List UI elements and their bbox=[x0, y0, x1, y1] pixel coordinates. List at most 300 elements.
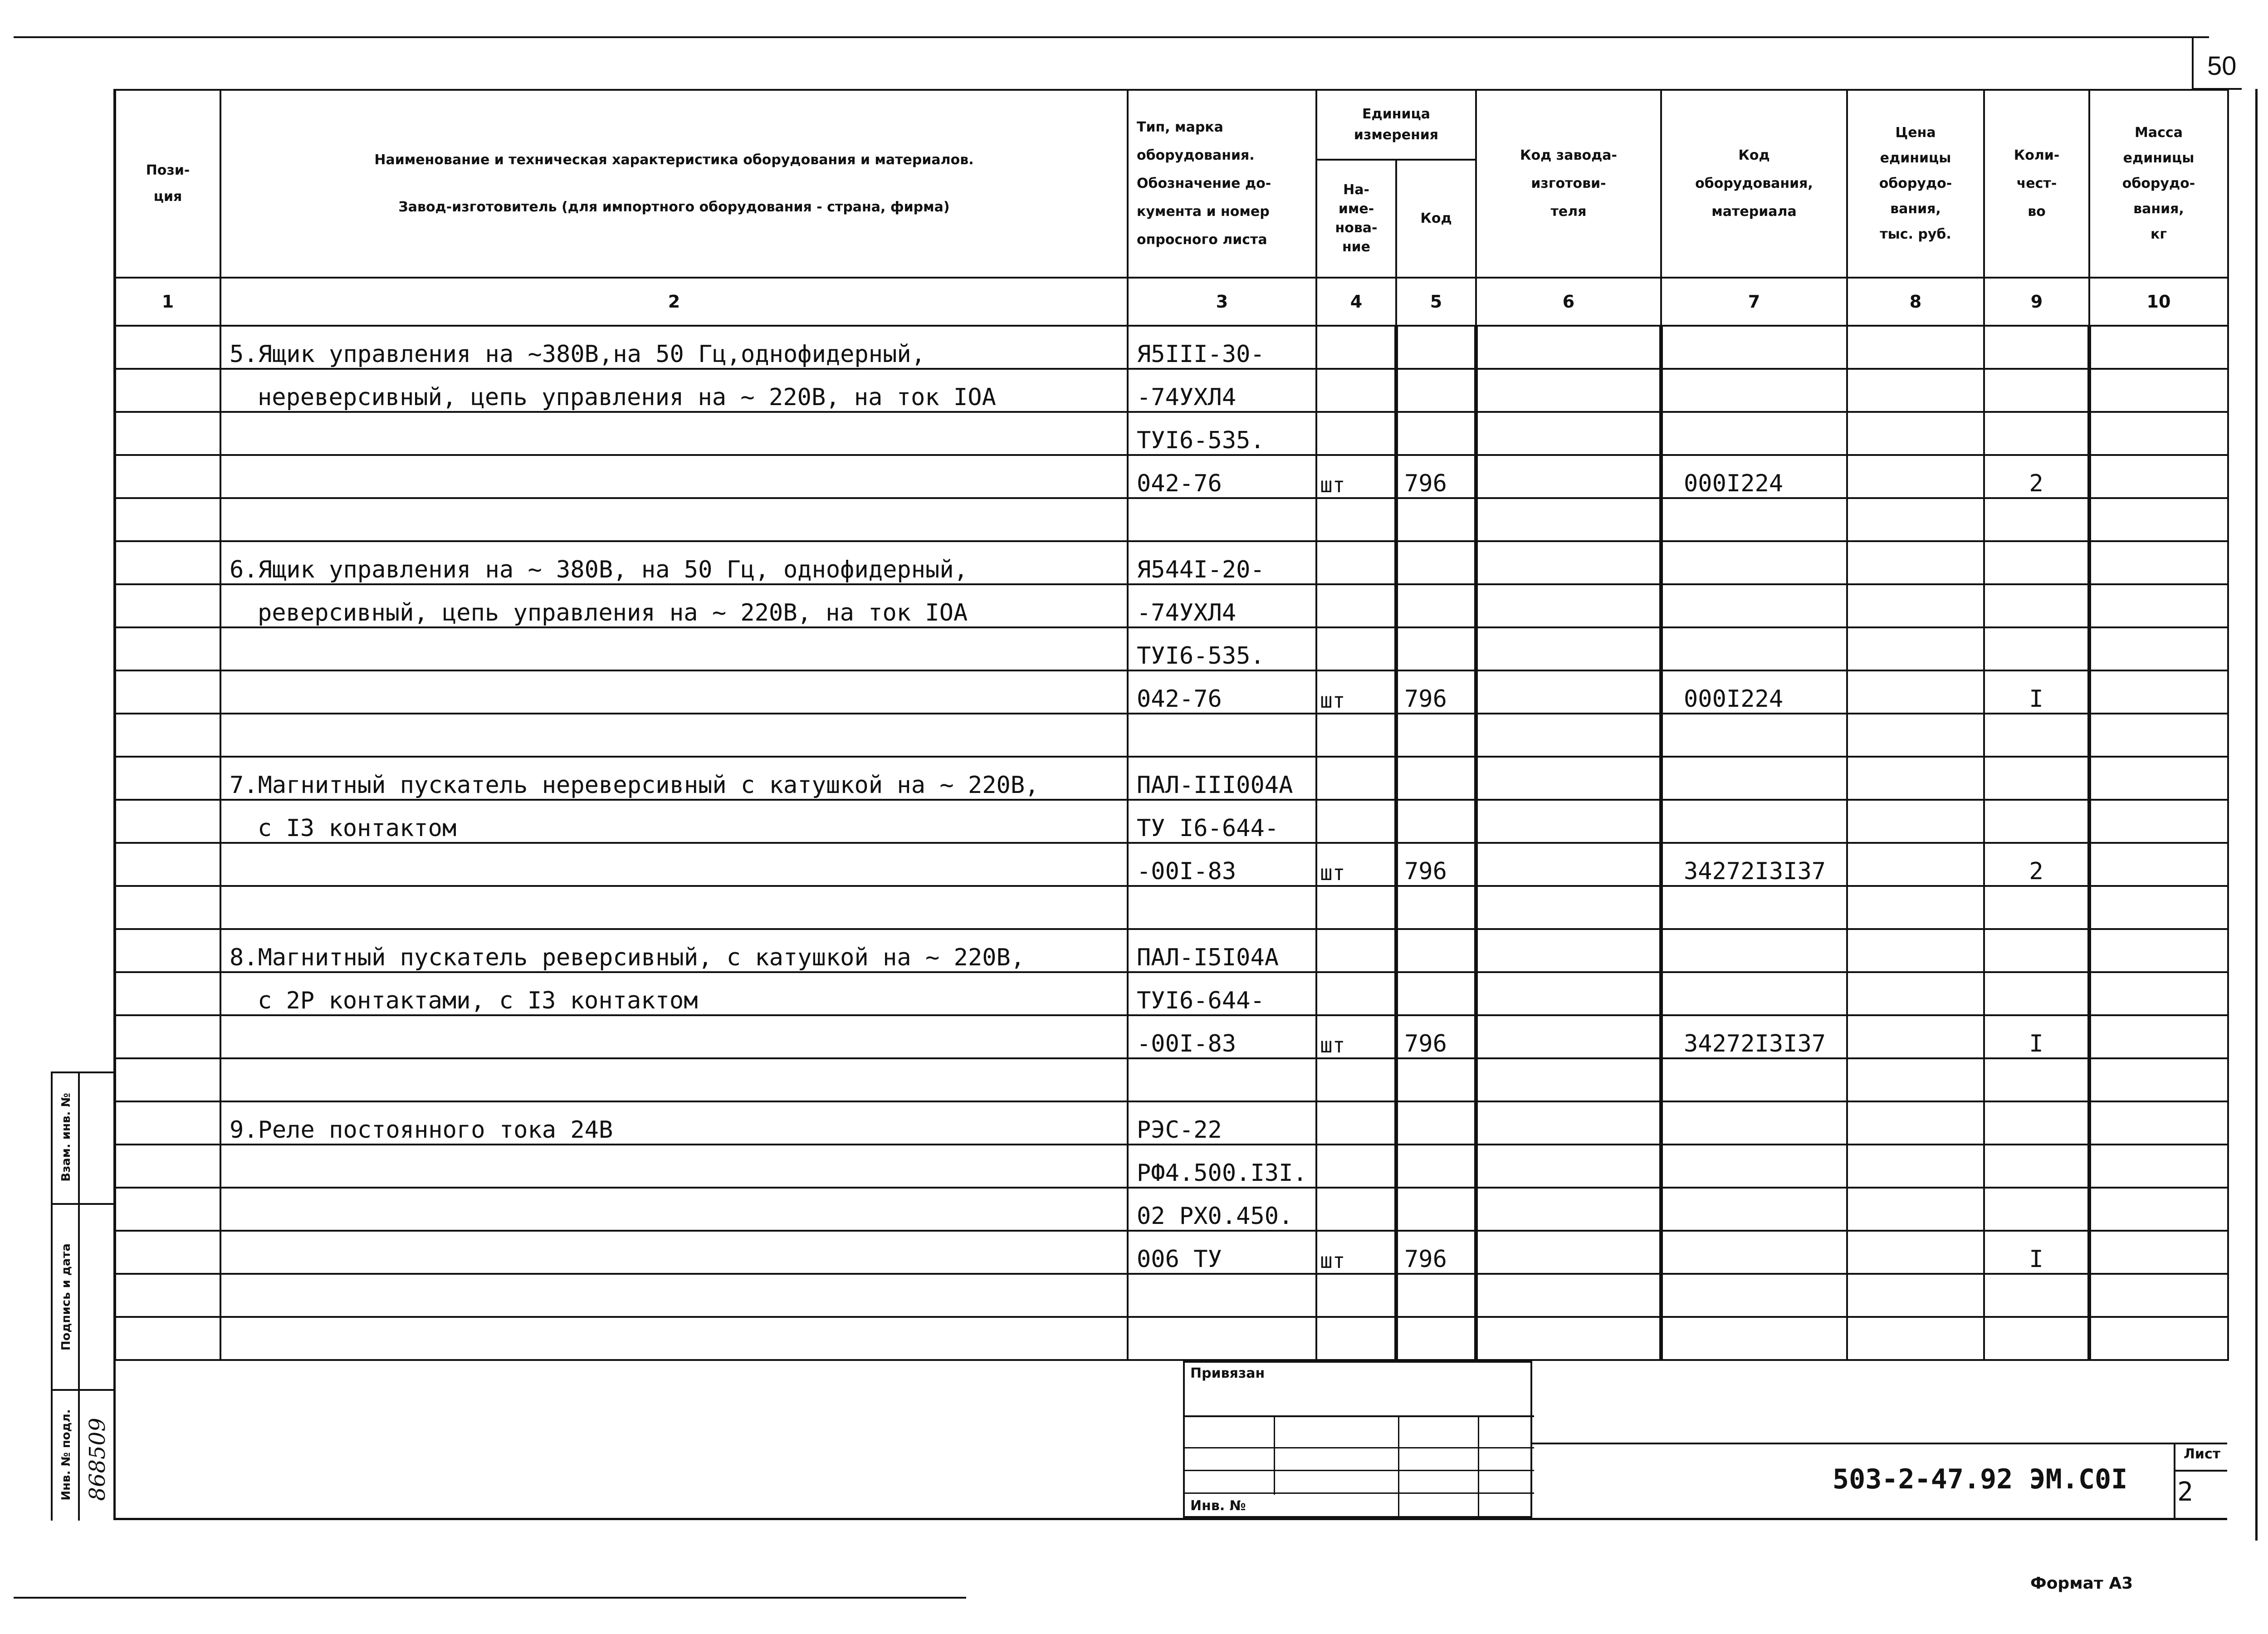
quantity-cell: I bbox=[1984, 1015, 2089, 1058]
unit-name-cell bbox=[1316, 412, 1396, 455]
mass-cell bbox=[2089, 714, 2228, 757]
unit-code-cell bbox=[1396, 498, 1476, 541]
name-cell: с I3 контактом bbox=[220, 800, 1128, 843]
manufacturer-code-cell bbox=[1476, 757, 1661, 800]
type-cell bbox=[1128, 1274, 1316, 1317]
sheet-box-mid-line bbox=[2174, 1470, 2227, 1472]
price-cell bbox=[1847, 929, 1984, 972]
binding-stamp-vline bbox=[1274, 1415, 1275, 1495]
header-unit-code: Код bbox=[1396, 160, 1476, 278]
quantity-cell bbox=[1984, 1188, 2089, 1231]
unit-code-cell bbox=[1396, 326, 1476, 369]
mass-cell bbox=[2089, 886, 2228, 929]
quantity-cell bbox=[1984, 929, 2089, 972]
mass-cell bbox=[2089, 1274, 2228, 1317]
type-cell: 006 ТУ bbox=[1128, 1231, 1316, 1274]
binding-stamp-hline bbox=[1185, 1470, 1534, 1471]
header-name: Наименование и техническая характеристика оборудования и материалов. Завод-изготовитель (для импортного оборудования - страна, фирма) bbox=[220, 90, 1128, 278]
unit-code-cell bbox=[1396, 757, 1476, 800]
price-cell bbox=[1847, 412, 1984, 455]
position-cell bbox=[115, 886, 220, 929]
mass-cell bbox=[2089, 498, 2228, 541]
price-cell bbox=[1847, 714, 1984, 757]
manufacturer-code-cell bbox=[1476, 843, 1661, 886]
name-cell: 7.Магнитный пускатель нереверсивный с катушкой на ~ 220В, bbox=[220, 757, 1128, 800]
side-stamp bbox=[51, 1071, 114, 1521]
original-inventory-label: Инв. № подл. bbox=[59, 1409, 73, 1501]
unit-name-cell bbox=[1316, 541, 1396, 584]
price-cell bbox=[1847, 972, 1984, 1015]
binding-stamp-vline bbox=[1398, 1415, 1399, 1520]
quantity-cell bbox=[1984, 1145, 2089, 1188]
equipment-code-cell bbox=[1661, 1058, 1847, 1101]
quantity-cell: 2 bbox=[1984, 843, 2089, 886]
type-cell: 042-76 bbox=[1128, 455, 1316, 498]
type-cell: ПАЛ-I5I04А bbox=[1128, 929, 1316, 972]
position-cell bbox=[115, 455, 220, 498]
equipment-code-cell: 000I224 bbox=[1661, 455, 1847, 498]
name-cell bbox=[220, 1015, 1128, 1058]
price-cell bbox=[1847, 1188, 1984, 1231]
position-cell bbox=[115, 714, 220, 757]
manufacturer-code-cell bbox=[1476, 1274, 1661, 1317]
manufacturer-code-cell bbox=[1476, 1145, 1661, 1188]
equipment-code-cell bbox=[1661, 326, 1847, 369]
equipment-code-cell bbox=[1661, 1101, 1847, 1145]
equipment-code-cell: 34272I3I37 bbox=[1661, 843, 1847, 886]
name-cell bbox=[220, 627, 1128, 670]
name-cell: с 2Р контактами, с I3 контактом bbox=[220, 972, 1128, 1015]
price-cell bbox=[1847, 584, 1984, 627]
handwritten-inventory-number: 868509 bbox=[85, 1418, 110, 1501]
unit-code-cell bbox=[1396, 627, 1476, 670]
unit-code-cell bbox=[1396, 972, 1476, 1015]
column-number: 7 bbox=[1661, 278, 1847, 326]
position-cell bbox=[115, 1015, 220, 1058]
mass-cell bbox=[2089, 670, 2228, 714]
manufacturer-code-cell bbox=[1476, 929, 1661, 972]
position-cell bbox=[115, 1188, 220, 1231]
price-cell bbox=[1847, 1058, 1984, 1101]
unit-name-cell bbox=[1316, 1101, 1396, 1145]
manufacturer-code-cell bbox=[1476, 1101, 1661, 1145]
table-row bbox=[115, 584, 2228, 627]
side-stamp-border bbox=[51, 1071, 114, 1073]
name-cell bbox=[220, 498, 1128, 541]
header-unit-name: На- име- нова- ние bbox=[1316, 160, 1396, 278]
unit-name-cell bbox=[1316, 886, 1396, 929]
column-number: 2 bbox=[220, 278, 1128, 326]
name-cell bbox=[220, 412, 1128, 455]
type-cell: -00I-83 bbox=[1128, 843, 1316, 886]
manufacturer-code-cell bbox=[1476, 541, 1661, 584]
unit-name-cell: шт bbox=[1316, 1231, 1396, 1274]
name-cell: реверсивный, цепь управления на ~ 220В, на ток IOA bbox=[220, 584, 1128, 627]
name-cell bbox=[220, 843, 1128, 886]
type-cell: -74УХЛ4 bbox=[1128, 584, 1316, 627]
table-row bbox=[115, 1145, 2228, 1188]
quantity-cell bbox=[1984, 1101, 2089, 1145]
position-cell bbox=[115, 584, 220, 627]
position-cell bbox=[115, 1145, 220, 1188]
quantity-cell bbox=[1984, 886, 2089, 929]
type-cell bbox=[1128, 714, 1316, 757]
equipment-code-cell bbox=[1661, 498, 1847, 541]
format-label: Формат А3 bbox=[2030, 1574, 2133, 1593]
name-cell bbox=[220, 1145, 1128, 1188]
column-number: 5 bbox=[1396, 278, 1476, 326]
mass-cell bbox=[2089, 412, 2228, 455]
name-cell bbox=[220, 1231, 1128, 1274]
quantity-cell bbox=[1984, 498, 2089, 541]
quantity-cell bbox=[1984, 1274, 2089, 1317]
table-row bbox=[115, 670, 2228, 714]
name-cell: 8.Магнитный пускатель реверсивный, с катушкой на ~ 220В, bbox=[220, 929, 1128, 972]
mass-cell bbox=[2089, 1231, 2228, 1274]
binding-stamp-hline bbox=[1185, 1492, 1534, 1494]
name-cell: 5.Ящик управления на ~380В,на 50 Гц,однофидерный, bbox=[220, 326, 1128, 369]
position-cell bbox=[115, 1231, 220, 1274]
equipment-code-cell bbox=[1661, 1188, 1847, 1231]
manufacturer-code-cell bbox=[1476, 670, 1661, 714]
mass-cell bbox=[2089, 929, 2228, 972]
equipment-code-cell bbox=[1661, 412, 1847, 455]
type-cell: ТУ I6-644- bbox=[1128, 800, 1316, 843]
column-number: 10 bbox=[2089, 278, 2228, 326]
position-cell bbox=[115, 1274, 220, 1317]
name-cell bbox=[220, 886, 1128, 929]
price-cell bbox=[1847, 1231, 1984, 1274]
table-row bbox=[115, 412, 2228, 455]
signature-date-label: Подпись и дата bbox=[59, 1243, 73, 1351]
equipment-code-cell bbox=[1661, 627, 1847, 670]
table-row bbox=[115, 541, 2228, 584]
table-row bbox=[115, 1231, 2228, 1274]
mass-cell bbox=[2089, 1101, 2228, 1145]
price-cell bbox=[1847, 627, 1984, 670]
type-cell: РФ4.500.I3I. bbox=[1128, 1145, 1316, 1188]
unit-code-cell bbox=[1396, 886, 1476, 929]
unit-code-cell: 796 bbox=[1396, 455, 1476, 498]
unit-name-cell bbox=[1316, 1274, 1396, 1317]
type-cell: 042-76 bbox=[1128, 670, 1316, 714]
price-cell bbox=[1847, 800, 1984, 843]
unit-code-cell: 796 bbox=[1396, 1015, 1476, 1058]
side-stamp-border bbox=[78, 1071, 80, 1521]
name-cell bbox=[220, 714, 1128, 757]
unit-name-cell bbox=[1316, 714, 1396, 757]
equipment-code-cell bbox=[1661, 800, 1847, 843]
mass-cell bbox=[2089, 1188, 2228, 1231]
position-cell bbox=[115, 1101, 220, 1145]
equipment-code-cell bbox=[1661, 584, 1847, 627]
quantity-cell bbox=[1984, 412, 2089, 455]
equipment-code-cell: 34272I3I37 bbox=[1661, 1015, 1847, 1058]
mass-cell bbox=[2089, 843, 2228, 886]
position-cell bbox=[115, 369, 220, 412]
unit-code-cell bbox=[1396, 714, 1476, 757]
equipment-code-cell bbox=[1661, 541, 1847, 584]
name-cell: 9.Реле постоянного тока 24В bbox=[220, 1101, 1128, 1145]
manufacturer-code-cell bbox=[1476, 584, 1661, 627]
unit-code-cell: 796 bbox=[1396, 843, 1476, 886]
unit-code-cell bbox=[1396, 584, 1476, 627]
document-code: 503-2-47.92 ЭМ.С0I bbox=[1833, 1463, 2128, 1495]
price-cell bbox=[1847, 670, 1984, 714]
manufacturer-code-cell bbox=[1476, 1231, 1661, 1274]
equipment-code-cell bbox=[1661, 369, 1847, 412]
manufacturer-code-cell bbox=[1476, 455, 1661, 498]
unit-code-cell bbox=[1396, 800, 1476, 843]
unit-name-cell bbox=[1316, 326, 1396, 369]
unit-name-cell bbox=[1316, 1317, 1396, 1360]
quantity-cell bbox=[1984, 541, 2089, 584]
type-cell: -00I-83 bbox=[1128, 1015, 1316, 1058]
price-cell bbox=[1847, 1317, 1984, 1360]
manufacturer-code-cell bbox=[1476, 972, 1661, 1015]
mass-cell bbox=[2089, 757, 2228, 800]
header-price: Цена единицы оборудо- вания, тыс. руб. bbox=[1847, 90, 1984, 278]
position-cell bbox=[115, 800, 220, 843]
price-cell bbox=[1847, 886, 1984, 929]
bottom-frame-line bbox=[114, 1518, 2227, 1520]
binding-stamp-hline bbox=[1185, 1415, 1534, 1417]
price-cell bbox=[1847, 369, 1984, 412]
type-cell: ПАЛ-III004А bbox=[1128, 757, 1316, 800]
equipment-code-cell bbox=[1661, 929, 1847, 972]
quantity-cell bbox=[1984, 714, 2089, 757]
manufacturer-code-cell bbox=[1476, 627, 1661, 670]
position-cell bbox=[115, 670, 220, 714]
equipment-code-cell bbox=[1661, 1317, 1847, 1360]
price-cell bbox=[1847, 498, 1984, 541]
mass-cell bbox=[2089, 627, 2228, 670]
unit-code-cell bbox=[1396, 1058, 1476, 1101]
table-row bbox=[115, 369, 2228, 412]
unit-name-cell bbox=[1316, 498, 1396, 541]
price-cell bbox=[1847, 1015, 1984, 1058]
table-row bbox=[115, 1317, 2228, 1360]
mass-cell bbox=[2089, 1317, 2228, 1360]
table-row bbox=[115, 1274, 2228, 1317]
type-cell bbox=[1128, 886, 1316, 929]
sheet-label: Лист bbox=[2184, 1446, 2221, 1462]
manufacturer-code-cell bbox=[1476, 1317, 1661, 1360]
quantity-cell: 2 bbox=[1984, 455, 2089, 498]
position-cell bbox=[115, 929, 220, 972]
sheet-number: 2 bbox=[2177, 1476, 2193, 1507]
header-position: Пози- ция bbox=[115, 90, 220, 278]
column-number: 4 bbox=[1316, 278, 1396, 326]
name-cell bbox=[220, 1274, 1128, 1317]
name-cell bbox=[220, 455, 1128, 498]
bottom-outer-line bbox=[14, 1597, 966, 1599]
page-number: 50 bbox=[2207, 51, 2237, 81]
type-cell: Я544I-20- bbox=[1128, 541, 1316, 584]
manufacturer-code-cell bbox=[1476, 1188, 1661, 1231]
unit-name-cell bbox=[1316, 929, 1396, 972]
equipment-code-cell bbox=[1661, 1145, 1847, 1188]
unit-name-cell bbox=[1316, 1145, 1396, 1188]
name-cell bbox=[220, 670, 1128, 714]
quantity-cell: I bbox=[1984, 1231, 2089, 1274]
column-number: 9 bbox=[1984, 278, 2089, 326]
binding-stamp-hline bbox=[1185, 1447, 1534, 1448]
quantity-cell bbox=[1984, 972, 2089, 1015]
unit-code-cell bbox=[1396, 1145, 1476, 1188]
position-cell bbox=[115, 627, 220, 670]
price-cell bbox=[1847, 326, 1984, 369]
mass-cell bbox=[2089, 800, 2228, 843]
position-cell bbox=[115, 326, 220, 369]
unit-code-cell bbox=[1396, 412, 1476, 455]
mass-cell bbox=[2089, 972, 2228, 1015]
quantity-cell bbox=[1984, 326, 2089, 369]
equipment-code-cell bbox=[1661, 1274, 1847, 1317]
position-cell bbox=[115, 541, 220, 584]
position-cell bbox=[115, 757, 220, 800]
type-cell bbox=[1128, 498, 1316, 541]
unit-name-cell bbox=[1316, 369, 1396, 412]
table-row bbox=[115, 972, 2228, 1015]
mass-cell bbox=[2089, 584, 2228, 627]
table-row bbox=[115, 714, 2228, 757]
binding-label: Привязан bbox=[1190, 1365, 1265, 1381]
column-number: 8 bbox=[1847, 278, 1984, 326]
price-cell bbox=[1847, 757, 1984, 800]
unit-name-cell bbox=[1316, 757, 1396, 800]
table-row bbox=[115, 886, 2228, 929]
unit-code-cell bbox=[1396, 1274, 1476, 1317]
name-cell bbox=[220, 1317, 1128, 1360]
table-row bbox=[115, 455, 2228, 498]
manufacturer-code-cell bbox=[1476, 714, 1661, 757]
unit-code-cell bbox=[1396, 1101, 1476, 1145]
type-cell: ТУI6-535. bbox=[1128, 627, 1316, 670]
quantity-cell bbox=[1984, 800, 2089, 843]
manufacturer-code-cell bbox=[1476, 1015, 1661, 1058]
equipment-code-cell bbox=[1661, 757, 1847, 800]
position-cell bbox=[115, 1317, 220, 1360]
header-mass: Масса единицы оборудо- вания, кг bbox=[2089, 90, 2228, 278]
unit-code-cell: 796 bbox=[1396, 670, 1476, 714]
price-cell bbox=[1847, 1145, 1984, 1188]
quantity-cell bbox=[1984, 584, 2089, 627]
quantity-cell: I bbox=[1984, 670, 2089, 714]
binding-stamp bbox=[1183, 1361, 1532, 1518]
equipment-code-cell bbox=[1661, 886, 1847, 929]
price-cell bbox=[1847, 843, 1984, 886]
mass-cell bbox=[2089, 541, 2228, 584]
binding-stamp-vline bbox=[1478, 1415, 1479, 1520]
type-cell: Я5III-30- bbox=[1128, 326, 1316, 369]
equipment-code-cell bbox=[1661, 714, 1847, 757]
position-cell bbox=[115, 498, 220, 541]
unit-name-cell: шт bbox=[1316, 670, 1396, 714]
name-cell: 6.Ящик управления на ~ 380В, на 50 Гц, однофидерный, bbox=[220, 541, 1128, 584]
header-equipment-code: Код оборудования, материала bbox=[1661, 90, 1847, 278]
table-row bbox=[115, 627, 2228, 670]
unit-code-cell bbox=[1396, 1317, 1476, 1360]
position-cell bbox=[115, 412, 220, 455]
right-frame-line bbox=[2255, 89, 2258, 1541]
specification-rows bbox=[115, 326, 2228, 1360]
table-row bbox=[115, 1101, 2228, 1145]
table-row bbox=[115, 1058, 2228, 1101]
header-unit-group: Единица измерения bbox=[1316, 90, 1476, 160]
unit-name-cell: шт bbox=[1316, 455, 1396, 498]
replaces-inventory-label: Взам. инв. № bbox=[59, 1093, 73, 1182]
position-cell bbox=[115, 843, 220, 886]
equipment-code-cell bbox=[1661, 972, 1847, 1015]
manufacturer-code-cell bbox=[1476, 1058, 1661, 1101]
inventory-label: Инв. № bbox=[1190, 1498, 1246, 1514]
type-cell: РЭС-22 bbox=[1128, 1101, 1316, 1145]
price-cell bbox=[1847, 455, 1984, 498]
table-row bbox=[115, 1015, 2228, 1058]
quantity-cell bbox=[1984, 627, 2089, 670]
manufacturer-code-cell bbox=[1476, 800, 1661, 843]
specification-table bbox=[114, 89, 2229, 1361]
table-row bbox=[115, 326, 2228, 369]
price-cell bbox=[1847, 1101, 1984, 1145]
mass-cell bbox=[2089, 326, 2228, 369]
mass-cell bbox=[2089, 1058, 2228, 1101]
column-number: 1 bbox=[115, 278, 220, 326]
unit-name-cell bbox=[1316, 627, 1396, 670]
manufacturer-code-cell bbox=[1476, 369, 1661, 412]
name-cell: нереверсивный, цепь управления на ~ 220В, на ток IOA bbox=[220, 369, 1128, 412]
type-cell: ТУI6-535. bbox=[1128, 412, 1316, 455]
quantity-cell bbox=[1984, 369, 2089, 412]
price-cell bbox=[1847, 1274, 1984, 1317]
quantity-cell bbox=[1984, 757, 2089, 800]
unit-name-cell bbox=[1316, 584, 1396, 627]
unit-name-cell: шт bbox=[1316, 843, 1396, 886]
name-cell bbox=[220, 1188, 1128, 1231]
table-row bbox=[115, 1188, 2228, 1231]
mass-cell bbox=[2089, 1015, 2228, 1058]
quantity-cell bbox=[1984, 1317, 2089, 1360]
table-row bbox=[115, 757, 2228, 800]
type-cell: ТУI6-644- bbox=[1128, 972, 1316, 1015]
type-cell bbox=[1128, 1058, 1316, 1101]
header-type: Тип, марка оборудования. Обозначение до- кумента и номер опросного листа bbox=[1128, 90, 1316, 278]
page-number-box-left bbox=[2192, 36, 2194, 89]
title-block-top-line bbox=[1532, 1443, 2227, 1444]
unit-code-cell bbox=[1396, 929, 1476, 972]
name-cell bbox=[220, 1058, 1128, 1101]
header-manufacturer-code: Код завода- изготови- теля bbox=[1476, 90, 1661, 278]
header-quantity: Коли- чест- во bbox=[1984, 90, 2089, 278]
table-row bbox=[115, 498, 2228, 541]
column-number: 6 bbox=[1476, 278, 1661, 326]
unit-code-cell bbox=[1396, 1188, 1476, 1231]
column-number: 3 bbox=[1128, 278, 1316, 326]
unit-code-cell bbox=[1396, 541, 1476, 584]
manufacturer-code-cell bbox=[1476, 886, 1661, 929]
type-cell: -74УХЛ4 bbox=[1128, 369, 1316, 412]
unit-name-cell bbox=[1316, 972, 1396, 1015]
unit-name-cell bbox=[1316, 1058, 1396, 1101]
equipment-code-cell: 000I224 bbox=[1661, 670, 1847, 714]
unit-name-cell: шт bbox=[1316, 1015, 1396, 1058]
type-cell: 02 РХ0.450. bbox=[1128, 1188, 1316, 1231]
unit-name-cell bbox=[1316, 1188, 1396, 1231]
unit-code-cell: 796 bbox=[1396, 1231, 1476, 1274]
mass-cell bbox=[2089, 1145, 2228, 1188]
manufacturer-code-cell bbox=[1476, 498, 1661, 541]
